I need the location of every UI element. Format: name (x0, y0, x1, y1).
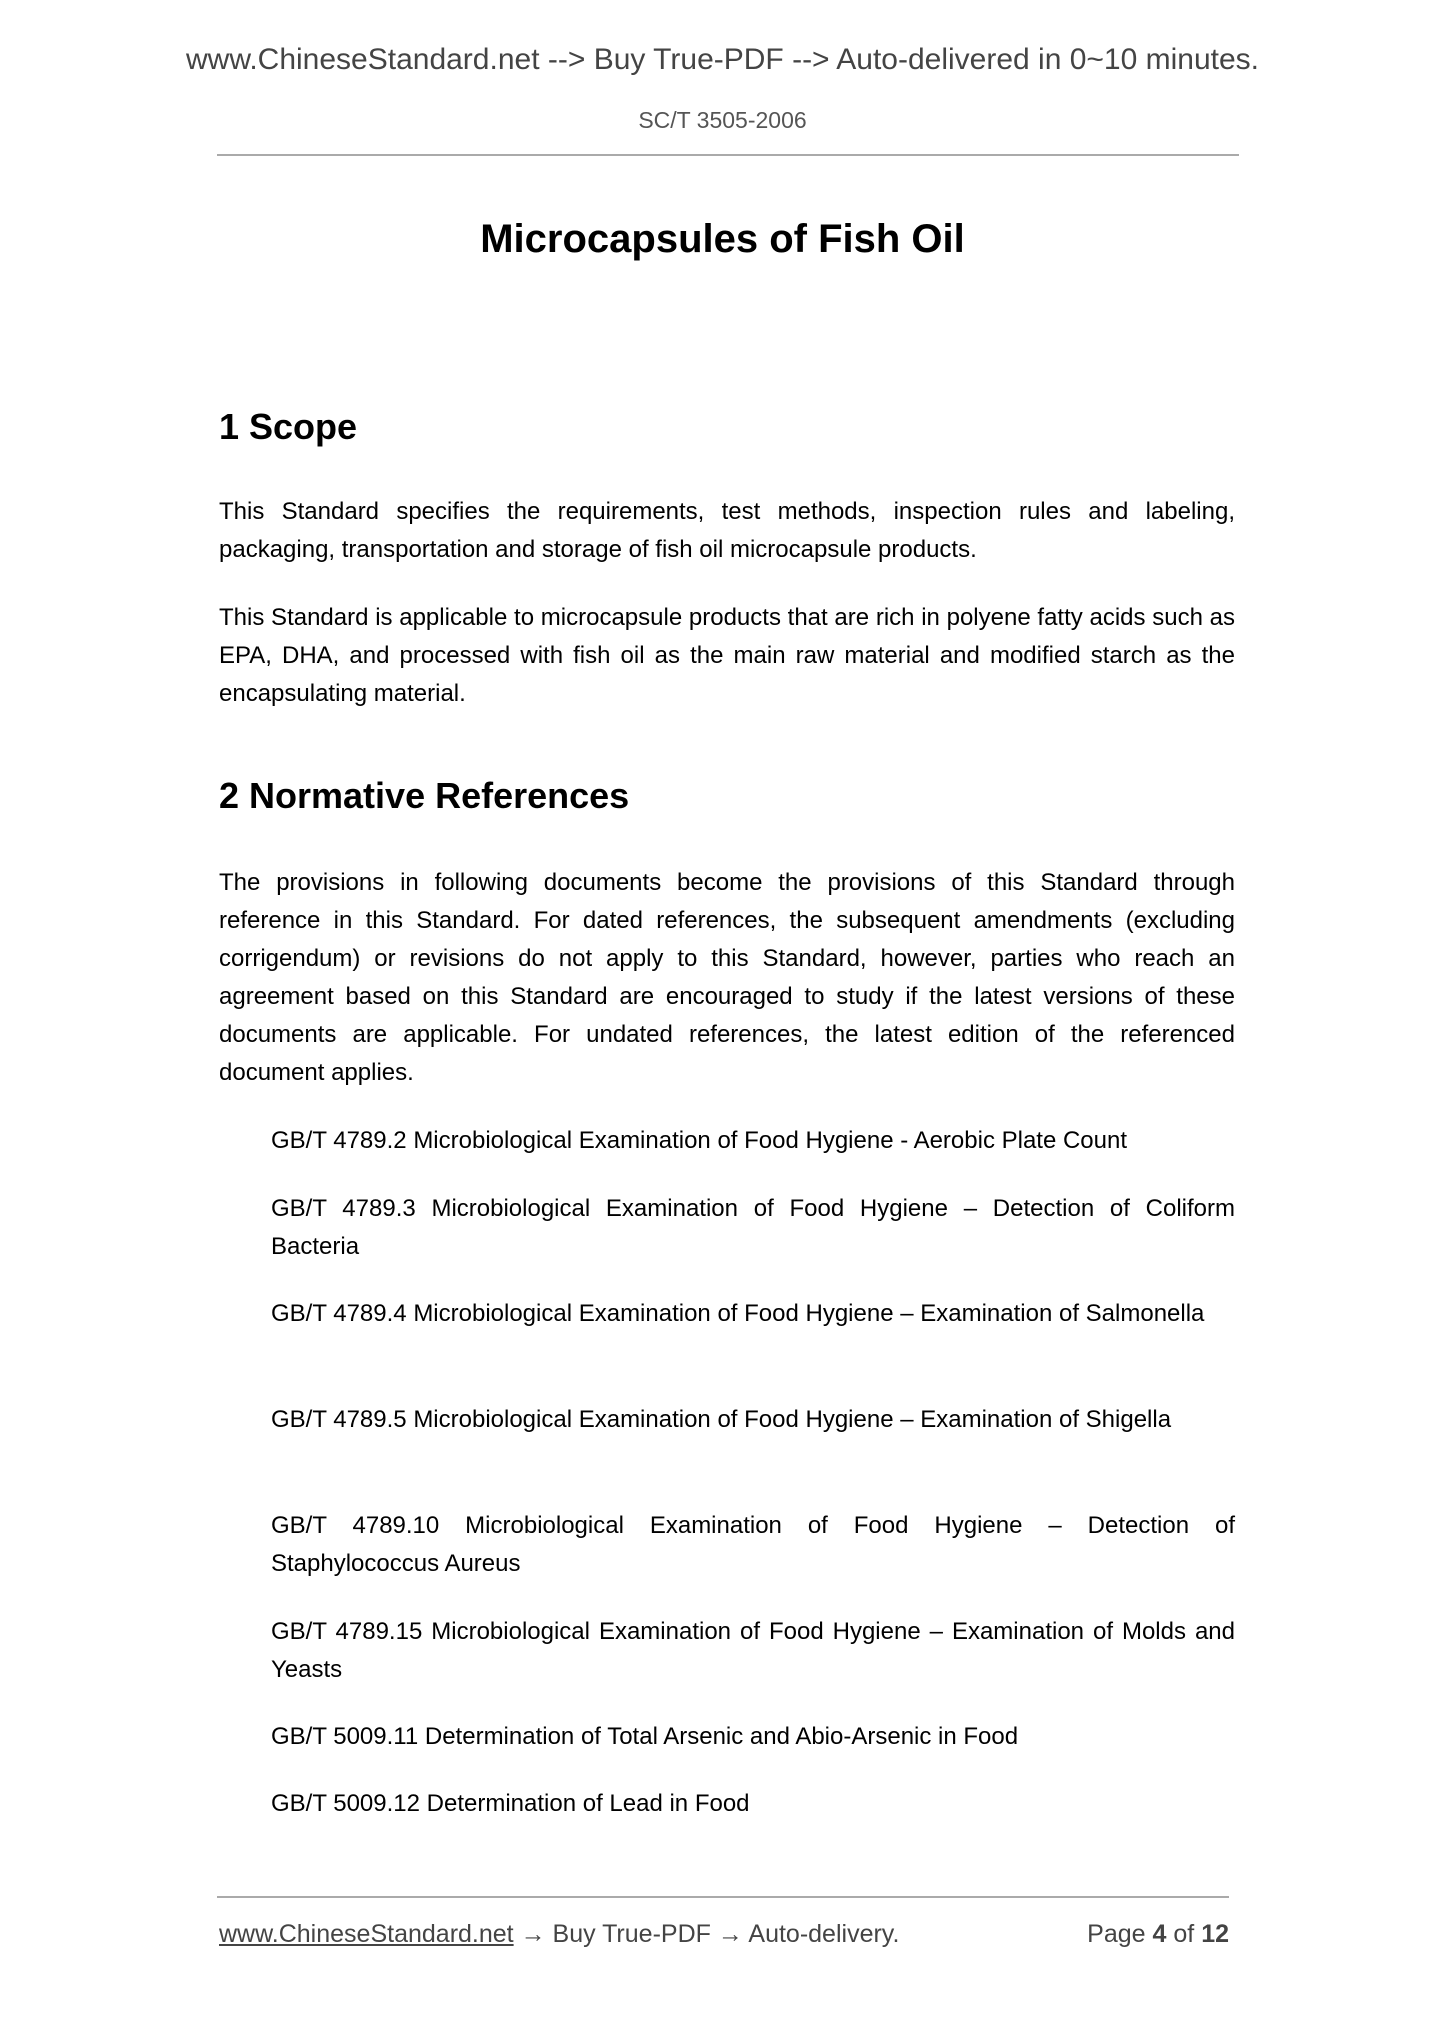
document-title: Microcapsules of Fish Oil (480, 217, 965, 261)
page-indicator (1087, 1916, 1229, 1952)
footer (219, 1916, 1229, 1952)
page-label: Page (1087, 1920, 1146, 1948)
reference-item: GB/T 4789.4 Microbiological Examination of Food Hygiene – Examination of Salmonella (271, 1300, 1205, 1327)
reference-item: GB/T 5009.11 Determination of Total Arsenic and Abio-Arsenic in Food (271, 1723, 1019, 1750)
header-divider (217, 154, 1239, 156)
footer-promo (219, 1916, 899, 1952)
page-total: 12 (1201, 1920, 1229, 1948)
section-heading-normative-references: 2 Normative References (219, 775, 630, 816)
footer-site-link[interactable]: www.ChineseStandard.net (219, 1920, 514, 1948)
footer-divider (217, 1896, 1229, 1898)
paragraph: This Standard specifies the requirements, test methods, inspection rules and labeling, packaging, transportation and storage of fish oil microcapsule products. (219, 498, 1235, 563)
reference-item: GB/T 4789.3 Microbiological Examination of Food Hygiene – Detection of Coliform Bacteria (271, 1195, 1235, 1260)
reference-item: GB/T 4789.10 Microbiological Examination of Food Hygiene – Detection of Staphylococcus Aureus (271, 1512, 1235, 1577)
standard-code: SC/T 3505-2006 (638, 107, 807, 133)
reference-item: GB/T 4789.15 Microbiological Examination of Food Hygiene – Examination of Molds and Yeasts (271, 1618, 1235, 1683)
header-banner: www.ChineseStandard.net --> Buy True-PDF --> Auto-delivered in 0~10 minutes. (185, 43, 1260, 76)
reference-item: GB/T 4789.5 Microbiological Examination of Food Hygiene – Examination of Shigella (271, 1406, 1172, 1433)
of-label: of (1173, 1920, 1195, 1948)
paragraph: This Standard is applicable to microcapsule products that are rich in polyene fatty acids such as EPA, DHA, and processed with fish oil as the main raw material and modified starch as the encapsulating material. (219, 604, 1235, 707)
reference-item: GB/T 4789.2 Microbiological Examination of Food Hygiene - Aerobic Plate Count (271, 1127, 1128, 1154)
footer-promo-text: → Buy True-PDF → Auto-delivery. (513, 1920, 900, 1948)
section-heading-scope: 1 Scope (219, 406, 358, 447)
reference-item: GB/T 5009.12 Determination of Lead in Food (271, 1790, 750, 1817)
page-current: 4 (1152, 1920, 1167, 1948)
paragraph: The provisions in following documents become the provisions of this Standard through reference in this Standard. For dated references, the subsequent amendments (excluding corrigendum) or revisions do not apply to this Standard, however, parties who reach an agreement based on this Standard are encouraged to study if the latest versions of these documents are applicable. For undated references, the latest edition of the referenced document applies. (219, 869, 1235, 1086)
